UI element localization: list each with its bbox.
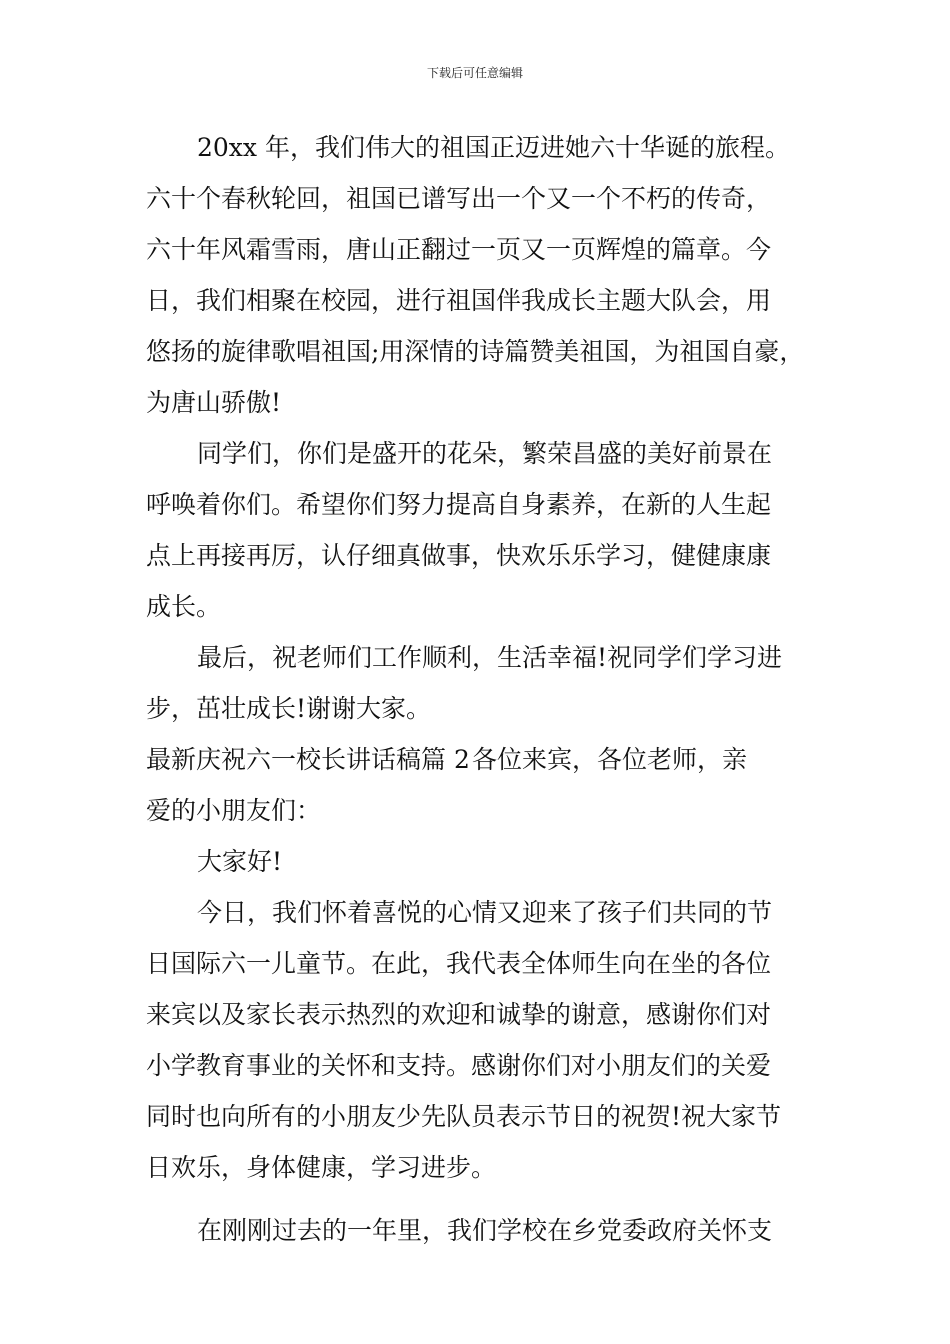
text-line: 爱的小朋友们： <box>146 796 322 825</box>
text-line: 20xx 年，我们伟大的祖国正迈进她六十华诞的旅程。 <box>197 133 790 162</box>
paragraph <box>146 887 816 1193</box>
section-opening-text: 各位来宾，各位老师，亲 <box>472 745 748 774</box>
text-line: 小学教育事业的关怀和支持。感谢你们对小朋友们的关爱 <box>146 1051 772 1080</box>
section-title: 最新庆祝六一校长讲话稿篇 2 <box>146 745 470 774</box>
text-line: 最后，祝老师们工作顺利，生活幸福!祝同学们学习进 <box>197 643 783 672</box>
paragraph <box>146 632 816 734</box>
text-line: 日欢乐，身体健康，学习进步。 <box>146 1153 497 1182</box>
text-line: 来宾以及家长表示热烈的欢迎和诚挚的谢意，感谢你们对 <box>146 1000 772 1029</box>
section-heading-line <box>146 734 816 785</box>
paragraph <box>146 122 816 428</box>
text-line: 六十个春秋轮回，祖国已谱写出一个又一个不朽的传奇， <box>146 184 772 213</box>
text-line: 日国际六一儿童节。在此，我代表全体师生向在坐的各位 <box>146 949 772 978</box>
text-line: 同时也向所有的小朋友少先队员表示节日的祝贺!祝大家节 <box>146 1102 782 1131</box>
document-body <box>146 122 816 1256</box>
text-line: 步，茁壮成长!谢谢大家。 <box>146 694 432 723</box>
text-line: 为唐山骄傲! <box>146 388 282 417</box>
paragraph <box>146 1205 816 1256</box>
text-line: 点上再接再厉，认仔细真做事，快欢乐乐学习，健健康康 <box>146 541 772 570</box>
paragraph <box>146 836 816 887</box>
text-line: 六十年风霜雪雨，唐山正翻过一页又一页辉煌的篇章。今 <box>146 235 772 264</box>
text-line: 大家好! <box>197 847 283 876</box>
text-line: 呼唤着你们。希望你们努力提高自身素养，在新的人生起 <box>146 490 772 519</box>
text-line: 今日，我们怀着喜悦的心情又迎来了孩子们共同的节 <box>197 898 773 927</box>
text-line: 悠扬的旋律歌唱祖国;用深情的诗篇赞美祖国，为祖国自豪， <box>146 337 805 366</box>
page-header-note: 下载后可任意编辑 <box>426 66 523 80</box>
text-line: 成长。 <box>146 592 222 621</box>
text-line: 同学们，你们是盛开的花朵，繁荣昌盛的美好前景在 <box>197 439 773 468</box>
paragraph <box>146 428 816 632</box>
text-line: 在刚刚过去的一年里，我们学校在乡党委政府关怀支 <box>197 1216 773 1245</box>
section-heading <box>146 734 816 836</box>
text-line: 日，我们相聚在校园，进行祖国伴我成长主题大队会，用 <box>146 286 772 315</box>
